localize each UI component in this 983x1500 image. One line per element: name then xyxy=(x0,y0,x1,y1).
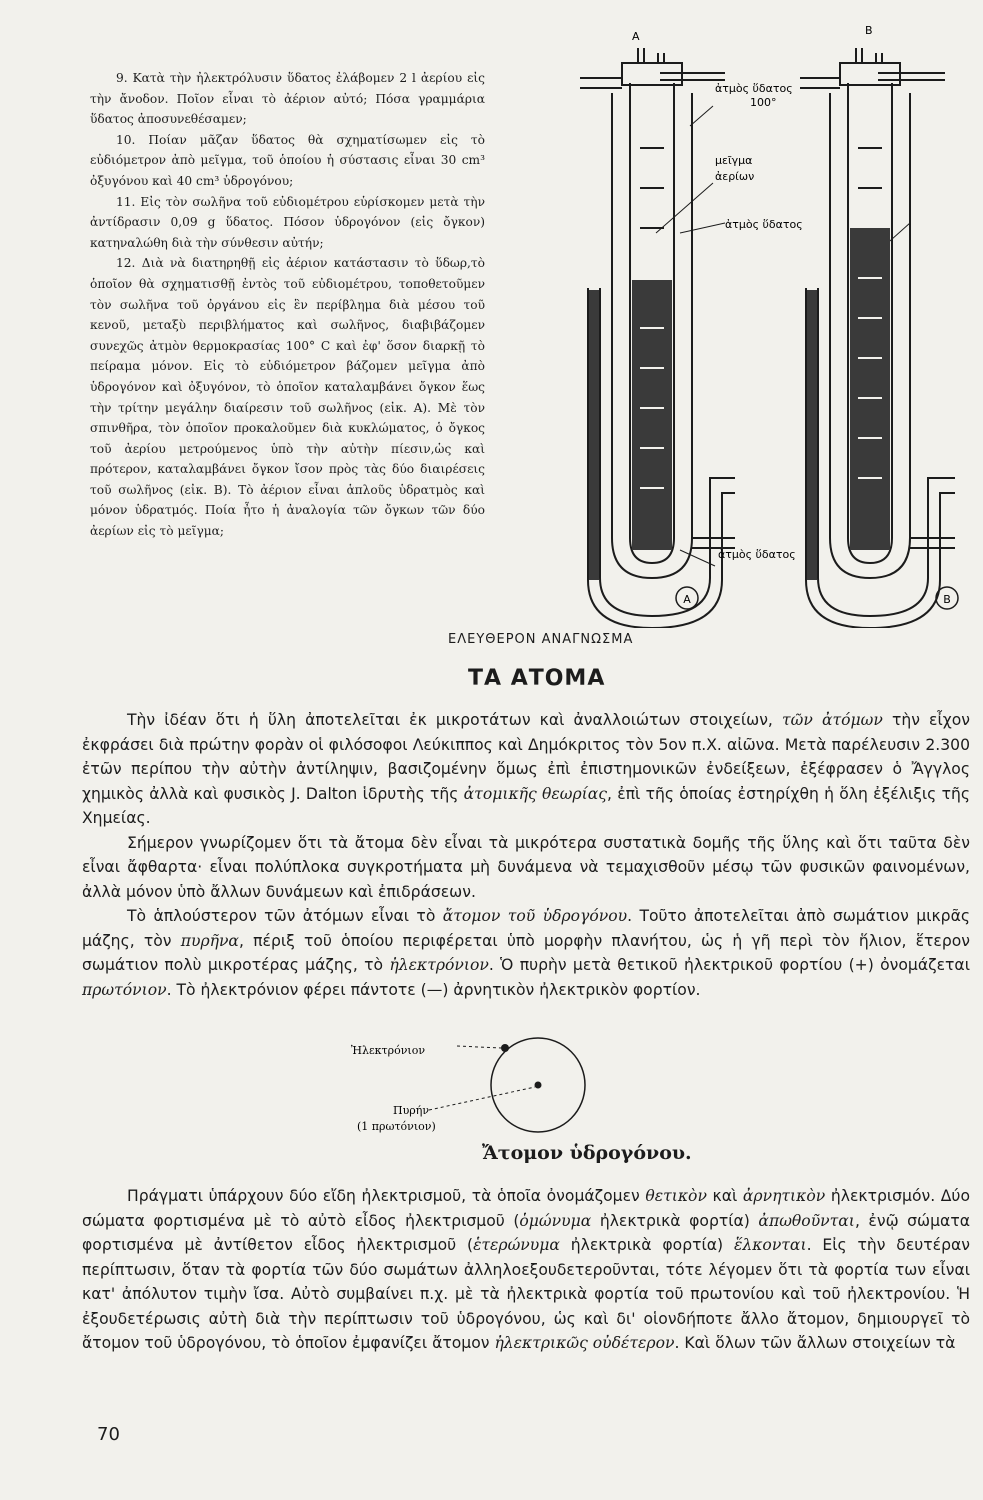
free-reading-heading: ΕΛΕΥΘΕΡΟΝ ΑΝΑΓΝΩΣΜΑ xyxy=(448,632,634,647)
label-steam-100: ἀτμὸς ὕδατος xyxy=(715,82,793,95)
paragraph-2: Σήμερον γνωρίζομεν ὅτι τὰ ἄτομα δὲν εἶναι τὰ μικρότερα συστατικὰ δομῆς τῆς ὕλης καὶ ὅτι ταῦτα δὲν εἶναι ἄφθαρτα· εἶναι πολύπλοκα συγκροτήματα μὴ δυνάμενα νὰ τεμαχισθοῦν μέσῳ τῶν φυσικῶν φαινομένων, ἀλλὰ μόνον ὑπὸ ἄλλων δυνάμεων καὶ ἐπιδράσεων. xyxy=(82,833,970,901)
paragraph-1: Τὴν ἰδέαν ὅτι ἡ ὕλη ἀποτελεῖται ἐκ μικροτάτων καὶ ἀναλλοιώτων στοιχείων, τῶν ἀτόμων τὴν εἶχον ἐκφράσει διὰ πρώτην φορὰν οἱ φιλόσοφοι Λεύκιππος καὶ Δημόκριτος τὸν 5ον π.Χ. αἰῶνα. Μετὰ παρέλευσιν 2.300 ἐτῶν περίπου τὴν αὐτὴν ἀντίληψιν, βασιζομένην ὅμως ἐπὶ ἐπιστημονικῶν ἐνδείξεων, ἐξέφρασεν ὁ Ἄγγλος χημικὸς ἀλλὰ καὶ φυσικὸς J. Dalton ἱδρυτὴς τῆς ἀτομικῆς θεωρίας, ἐπὶ τῆς ὁποίας ἐστηρίχθη ἡ ὅλη ἐξέλιξις τῆς Χημείας. xyxy=(82,711,970,827)
exercise-10: 10. Ποίαν μᾶζαν ὕδατος θὰ σχηματίσωμεν εἰς τὸ εὐδιόμετρον ἀπὸ μεῖγμα, τοῦ ὁποίου ἡ σύστασις εἶναι 30 cm³ ὀξυγόνου καὶ 40 cm³ ὑδρογόνου; xyxy=(90,132,485,188)
exercise-9: 9. Κατὰ τὴν ἠλεκτρόλυσιν ὕδατος ἐλάβομεν 2 l ἀερίου εἰς τὴν ἄνοδον. Ποῖον εἶναι τὸ ἀέριον αὐτό; Πόσα γραμμάρια ὕδατος ἀποσυνεθέσαμεν; xyxy=(90,71,485,127)
electron-label: Ἠλεκτρόνιον xyxy=(351,1044,426,1057)
label-mixture-1: μεῖγμα xyxy=(715,154,753,167)
exercise-12: 12. Διὰ νὰ διατηρηθῇ εἰς ἀέριον κατάστασιν τὸ ὕδωρ,τὸ ὁποῖον θὰ σχηματισθῇ ἐντὸς τοῦ εὐδιομέτρου, τοποθετοῦμεν τὸν σωλῆνα τοῦ ὀργάνου εἰς ἓν περίβλημα διὰ μέσου τοῦ κενοῦ, μεταξὺ περιβλήματος καὶ σωλῆνος, διαβιβάζομεν συνεχῶς ἀτμὸν θερμοκρασίας 100° C καὶ ἐφ' ὅσον διαρκῇ τὸ πείραμα μόνον. Εἰς τὸ εὐδιόμετρον βάζομεν μεῖγμα ἀπὸ ὑδρογόνον καὶ ὀξυγόνον, τὸ ὁποῖον καταλαμβάνει ὄγκον ἕως τὴν τρίτην μεγάλην διαίρεσιν τοῦ σωλῆνος (εἰκ. Α). Μὲ τὸν σπινθῆρα, τὸν ὁποῖον προκαλοῦμεν διὰ κυκλώματος, ὁ ὄγκος τοῦ ἀερίου μετρούμενος ὑπὸ τὴν αὐτὴν πίεσιν,ὡς καὶ πρότερον, καταλαμβάνει ὄγκον ἴσον πρὸς τὰς δύο διαιρέσεις τοῦ σωλῆνος (εἰκ. Β). Τὸ ἀέριον εἶναι ἁπλοῦς ὑδρατμὸς καὶ μόνον ὑδρατμός. Ποία ἦτο ἡ ἀναλογία τῶν ὄγκων τῶν δύο ἀερίων εἰς τὸ μεῖγμα; xyxy=(90,256,485,539)
circle-label-b: B xyxy=(943,593,951,606)
nucleus-label: Πυρήν xyxy=(393,1104,430,1117)
label-steam-mid: ἀτμὸς ὕδατος xyxy=(725,218,803,231)
exercise-11: 11. Εἰς τὸν σωλῆνα τοῦ εὐδιομέτρου εὑρίσκομεν μετὰ τὴν ἀντίδρασιν 0,09 g ὕδατος. Πόσον ὑδρογόνον (εἰς ὄγκον) κατηναλώθη διὰ τὴν σύνθεσιν αὐτήν; xyxy=(90,194,485,250)
liquid-a xyxy=(632,280,672,550)
paragraph-3: Τὸ ἁπλούστερον τῶν ἀτόμων εἶναι τὸ ἄτομον τοῦ ὑδρογόνου. Τοῦτο ἀποτελεῖται ἀπὸ σωμάτιον μικρᾶς μάζης, τὸν πυρῆνα, πέριξ τοῦ ὁποίου περιφέρεται ὑπὸ μορφὴν πλανήτου, ὡς ἡ γῆ περὶ τὸν ἥλιον, ἕτερον σωμάτιον πολὺ μικροτέρας μάζης, τὸ ἠλεκτρόνιον. Ὁ πυρὴν μετὰ θετικοῦ ἠλεκτρικοῦ φορτίου (+) ὀνομάζεται πρωτόνιον. Τὸ ἠλεκτρόνιον φέρει πάντοτε (—) ἀρνητικὸν ἠλεκτρικὸν φορτίον. xyxy=(82,907,971,999)
body-lower xyxy=(82,1184,970,1356)
paragraph-4: Πράγματι ὑπάρχουν δύο εἴδη ἠλεκτρισμοῦ, τὰ ὁποῖα ὀνομάζομεν θετικὸν καὶ ἀρνητικὸν ἠλεκτρισμόν. Δύο σώματα φορτισμένα μὲ τὸ αὐτὸ εἶδος ἠλεκτρισμοῦ (ὁμώνυμα ἠλεκτρικὰ φορτία) ἀπωθοῦνται, ἐνῷ σώματα φορτισμένα μὲ ἀντίθετον εἶδος ἠλεκτρισμοῦ (ἑτερώνυμα ἠλεκτρικὰ φορτία) ἕλκονται. Εἰς τὴν δευτέραν περίπτωσιν, ὅταν τὰ φορτία τῶν δύο σωμάτων ἀλληλοεξουδετεροῦνται, τότε λέγομεν ὅτι τὰ φορτία των εἶναι κατ' ἀπόλυτον τιμὴν ἴσα. Αὐτὸ συμβαίνει π.χ. μὲ τὰ ἠλεκτρικὰ φορτία τοῦ πρωτονίου καὶ τοῦ ἠλεκτρονίου. Ἡ ἐξουδετέρωσις αὐτὴ διὰ τὴν περίπτωσιν τοῦ ὑδρογόνου, ὡς καὶ δι' οἱονδήποτε ἄλλο ἄτομον, δημιουργεῖ τὸ ἄτομον τοῦ ὑδρογόνου, τὸ ὁποῖον ἐμφανίζει ἄτομον ἠλεκτρικῶς οὐδέτερον. Καὶ ὅλων τῶν ἄλλων στοιχείων τὰ xyxy=(82,1187,970,1352)
hydrogen-atom-diagram xyxy=(345,1032,615,1147)
eudiometer-figure xyxy=(560,18,975,628)
label-a: A xyxy=(632,30,640,43)
nucleus-dot xyxy=(535,1082,542,1089)
section-title: ΤΑ ΑΤΟΜΑ xyxy=(468,666,606,691)
liquid-b xyxy=(850,228,890,550)
page-number: 70 xyxy=(97,1424,120,1445)
label-b: B xyxy=(865,24,873,37)
circle-label-a: A xyxy=(683,593,691,606)
electron-dot xyxy=(501,1044,509,1052)
label-steam-low: ἀτμὸς ὕδατος xyxy=(718,548,796,561)
atom-caption: Ἄτομον ὑδρογόνου. xyxy=(482,1142,692,1164)
label-temp: 100° xyxy=(750,96,777,109)
exercise-list xyxy=(90,68,485,542)
label-mixture-2: ἀερίων xyxy=(715,170,755,183)
body-upper xyxy=(82,708,970,1002)
nucleus-sub-label: (1 πρωτόνιον) xyxy=(357,1120,436,1133)
